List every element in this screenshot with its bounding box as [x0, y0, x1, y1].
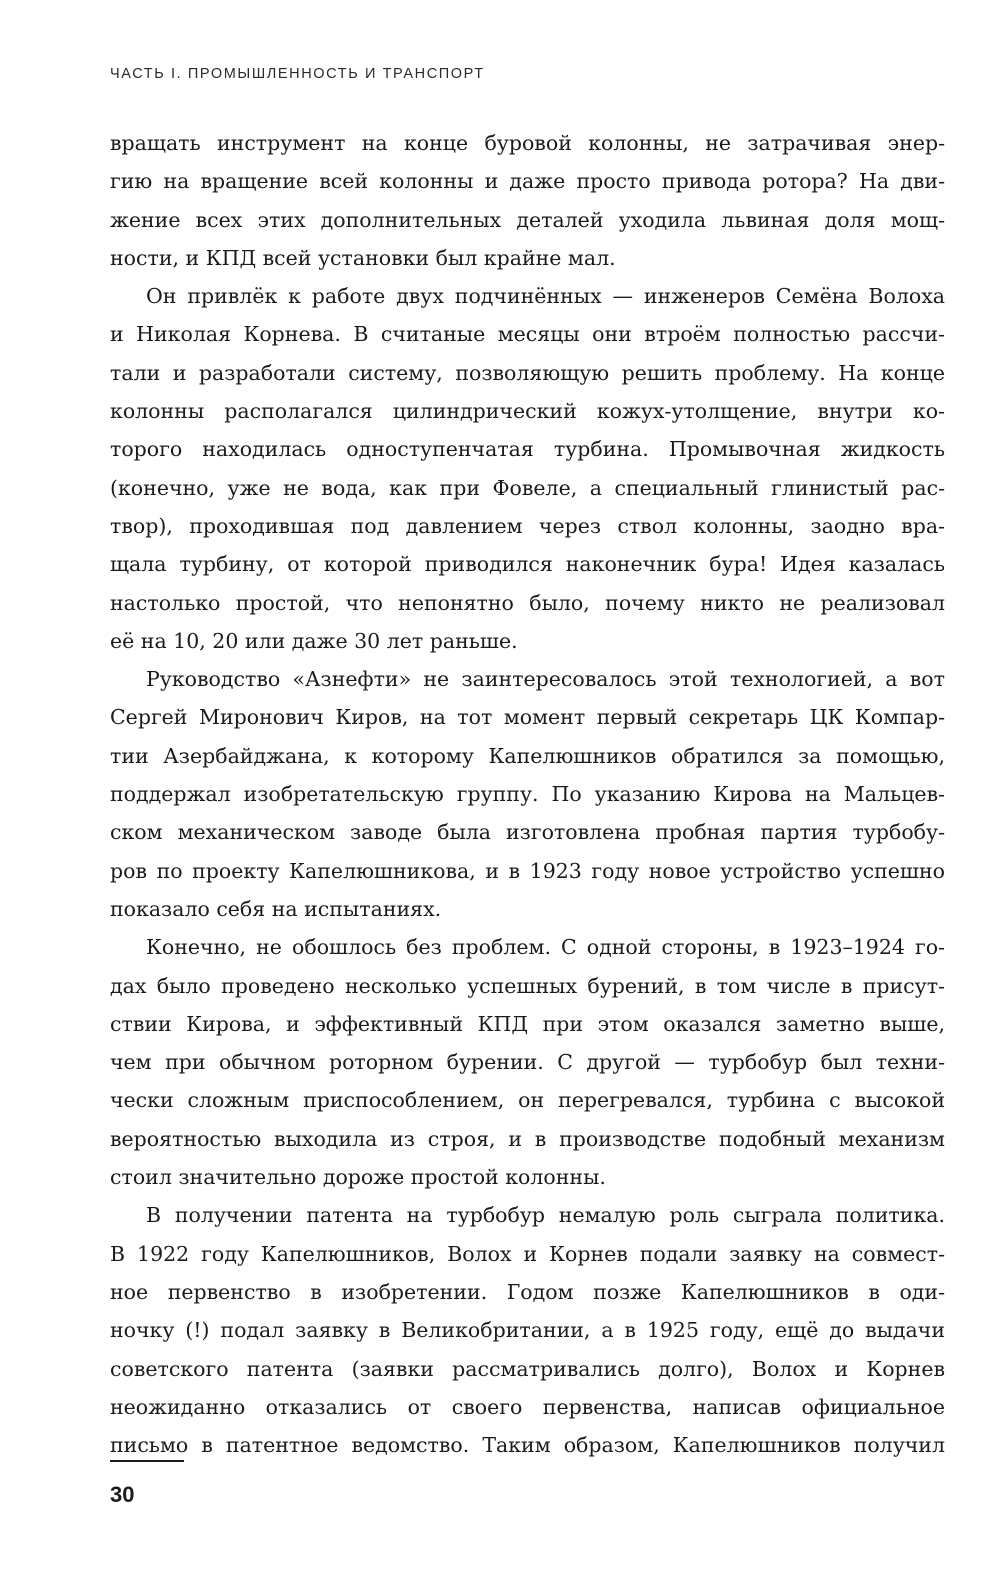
text-line: ствии Кирова, и эффективный КПД при этом оказался заметно выше,	[110, 1011, 945, 1036]
paragraph	[110, 660, 945, 928]
text-line: гию на вращение всей колонны и даже просто привода ротора? На дви-	[110, 169, 945, 194]
text-line: тии Азербайджана, к которому Капелюшников обратился за помощью,	[110, 743, 945, 768]
text-line: показало себя на испытаниях.	[110, 896, 442, 921]
page-number: 30	[110, 1482, 135, 1507]
text-line: чем при обычном роторном бурении. С другой — турбобур был техни-	[110, 1050, 945, 1075]
text-line: ночку (!) подал заявку в Великобритании, а в 1925 году, ещё до выдачи	[110, 1318, 945, 1343]
text-line: Руководство «Азнефти» не заинтересовалось этой технологией, а вот	[146, 667, 945, 692]
paragraph	[110, 277, 945, 660]
text-line: неожиданно отказались от своего первенства, написав официальное	[110, 1394, 945, 1419]
text-line: вероятностью выходила из строя, и в производстве подобный механизм	[110, 1126, 945, 1151]
body-text	[110, 124, 945, 1464]
text-line: (конечно, уже не вода, как при Фовеле, а специальный глинистый рас-	[110, 475, 945, 500]
text-line: стоил значительно дороже простой колонны.	[110, 1165, 606, 1190]
text-line: жение всех этих дополнительных деталей уходила львиная доля мощ-	[110, 207, 945, 232]
text-line: В 1922 году Капелюшников, Волох и Корнев подали заявку на совмест-	[110, 1241, 945, 1266]
text-line: колонны располагался цилиндрический кожух-утолщение, внутри ко-	[110, 399, 945, 424]
paragraph	[110, 928, 945, 1196]
text-line: ров по проекту Капелюшникова, и в 1923 году новое устройство успешно	[110, 858, 945, 883]
text-line: твор), проходившая под давлением через ствол колонны, заодно вра-	[110, 513, 945, 538]
text-line: настолько простой, что непонятно было, почему никто не реализовал	[110, 590, 945, 615]
text-line: поддержал изобретательскую группу. По указанию Кирова на Мальцев-	[110, 782, 945, 807]
text-line: тали и разработали систему, позволяющую решить проблему. На конце	[110, 360, 945, 385]
paragraph	[110, 1196, 945, 1464]
text-line: письмо в патентное ведомство. Таким образом, Капелюшников получил	[110, 1433, 945, 1458]
footer-rule	[110, 1460, 184, 1462]
paragraph	[110, 124, 945, 277]
text-line: дах было проведено несколько успешных бурений, в том числе в присут-	[110, 973, 945, 998]
text-line: вращать инструмент на конце буровой колонны, не затрачивая энер-	[110, 131, 945, 155]
text-line: и Николая Корнева. В считаные месяцы они втроём полностью рассчи-	[110, 322, 945, 347]
running-head: ЧАСТЬ I. ПРОМЫШЛЕННОСТЬ И ТРАНСПОРТ	[110, 66, 485, 82]
text-line: Конечно, не обошлось без проблем. С одной стороны, в 1923–1924 го-	[146, 935, 945, 960]
text-line: советского патента (заявки рассматривались долго), Волох и Корнев	[110, 1356, 945, 1381]
text-line: щала турбину, от которой приводился наконечник бура! Идея казалась	[110, 552, 945, 577]
text-line: ском механическом заводе была изготовлена пробная партия турбобу-	[110, 820, 945, 845]
text-line: ности, и КПД всей установки был крайне мал.	[110, 245, 616, 270]
text-line: Сергей Миронович Киров, на тот момент первый секретарь ЦК Компар-	[110, 705, 945, 730]
text-line: её на 10, 20 или даже 30 лет раньше.	[110, 628, 518, 653]
text-line: чески сложным приспособлением, он перегревался, турбина с высокой	[110, 1088, 945, 1113]
text-line: торого находилась одноступенчатая турбина. Промывочная жидкость	[110, 437, 945, 462]
text-line: ное первенство в изобретении. Годом позже Капелюшников в оди-	[110, 1279, 945, 1304]
text-line: В получении патента на турбобур немалую роль сыграла политика.	[146, 1203, 945, 1228]
text-line: Он привлёк к работе двух подчинённых — инженеров Семёна Волоха	[146, 284, 945, 309]
